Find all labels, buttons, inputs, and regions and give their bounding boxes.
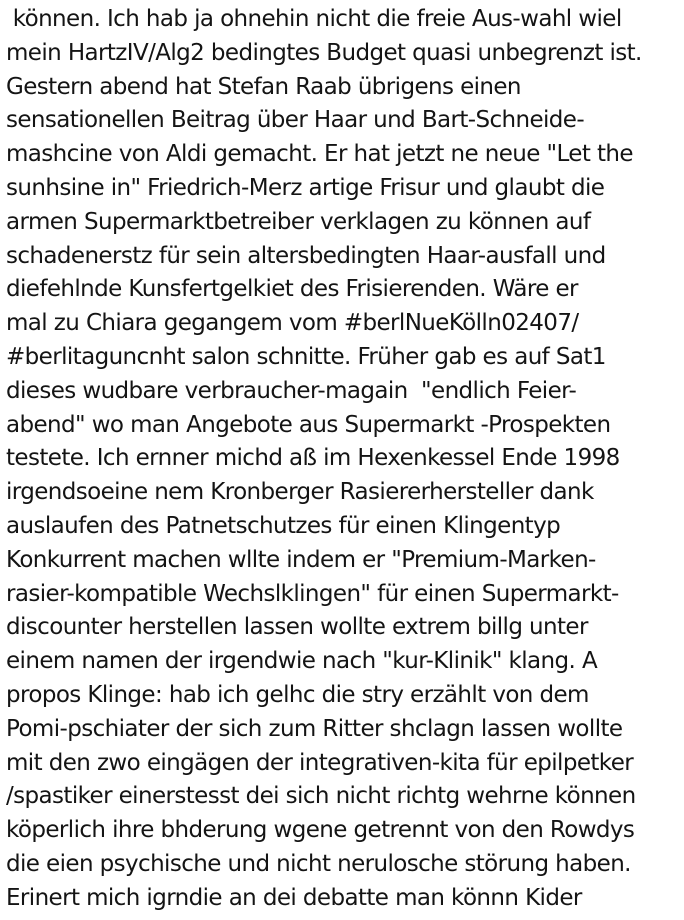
text-line: propos Klinge: hab ich gelhc die stry erzählt von dem (6, 681, 589, 708)
text-line: auslaufen des Patnetschutzes für einen Klingentyp (6, 512, 561, 539)
text-line: abend" wo man Angebote aus Supermarkt -Prospekten (6, 411, 611, 438)
body-text (6, 3, 682, 916)
text-line: rasier-kompatible Wechslklingen" für einen Supermarkt- (6, 580, 619, 607)
text-line: /spastiker einerstesst dei sich nicht richtg wehrne können (6, 783, 636, 810)
text-line: können. Ich hab ja ohnehin nicht die freie Aus-wahl wiel (6, 6, 622, 32)
text-line: mit den zwo eingägen der integrativen-kita für epilpetker (6, 749, 634, 776)
text-line: Konkurrent machen wllte indem er "Premium-Marken- (6, 546, 596, 573)
text-line: köperlich ihre bhderung wgene getrennt von den Rowdys (6, 817, 635, 844)
text-line: irgendsoeine nem Kronberger Rasiererhersteller dank (6, 479, 594, 506)
text-line: dieses wudbare verbraucher-magain "endlich Feier- (6, 377, 577, 404)
text-line: sunhsine in" Friedrich-Merz artige Frisur und glaubt die (6, 174, 605, 201)
text-line: mal zu Chiara gegangem vom #berlNueKölln02407/ (6, 310, 579, 337)
text-line: Erinert mich igrndie an dei debatte man könnn Kider (6, 884, 582, 911)
text-line: testete. Ich ernner michd aß im Hexenkessel Ende 1998 (6, 445, 620, 472)
text-line: mashcine von Aldi gemacht. Er hat jetzt ne neue "Let the (6, 141, 633, 168)
text-line: schadenerstz für sein altersbedingten Haar-ausfall und (6, 242, 606, 269)
text-line: Gestern abend hat Stefan Raab übrigens einen (6, 73, 521, 100)
text-line: Pomi-pschiater der sich zum Ritter shclagn lassen wollte (6, 715, 623, 742)
text-line: die eien psychische und nicht nerulosche störung haben. (6, 850, 631, 877)
text-line: armen Supermarktbetreiber verklagen zu können auf (6, 208, 591, 235)
text-line: einem namen der irgendwie nach "kur-Klinik" klang. A (6, 648, 598, 675)
text-line: mein HartzIV/Alg2 bedingtes Budget quasi unbegrenzt ist. (6, 39, 642, 66)
text-line: sensationellen Beitrag über Haar und Bart-Schneide- (6, 107, 585, 134)
text-line: #berlitaguncnht salon schnitte. Früher gab es auf Sat1 (6, 343, 606, 370)
text-line: discounter herstellen lassen wollte extrem billg unter (6, 614, 588, 641)
text-line: diefehlnde Kunsfertgelkiet des Frisierenden. Wäre er (6, 276, 578, 303)
